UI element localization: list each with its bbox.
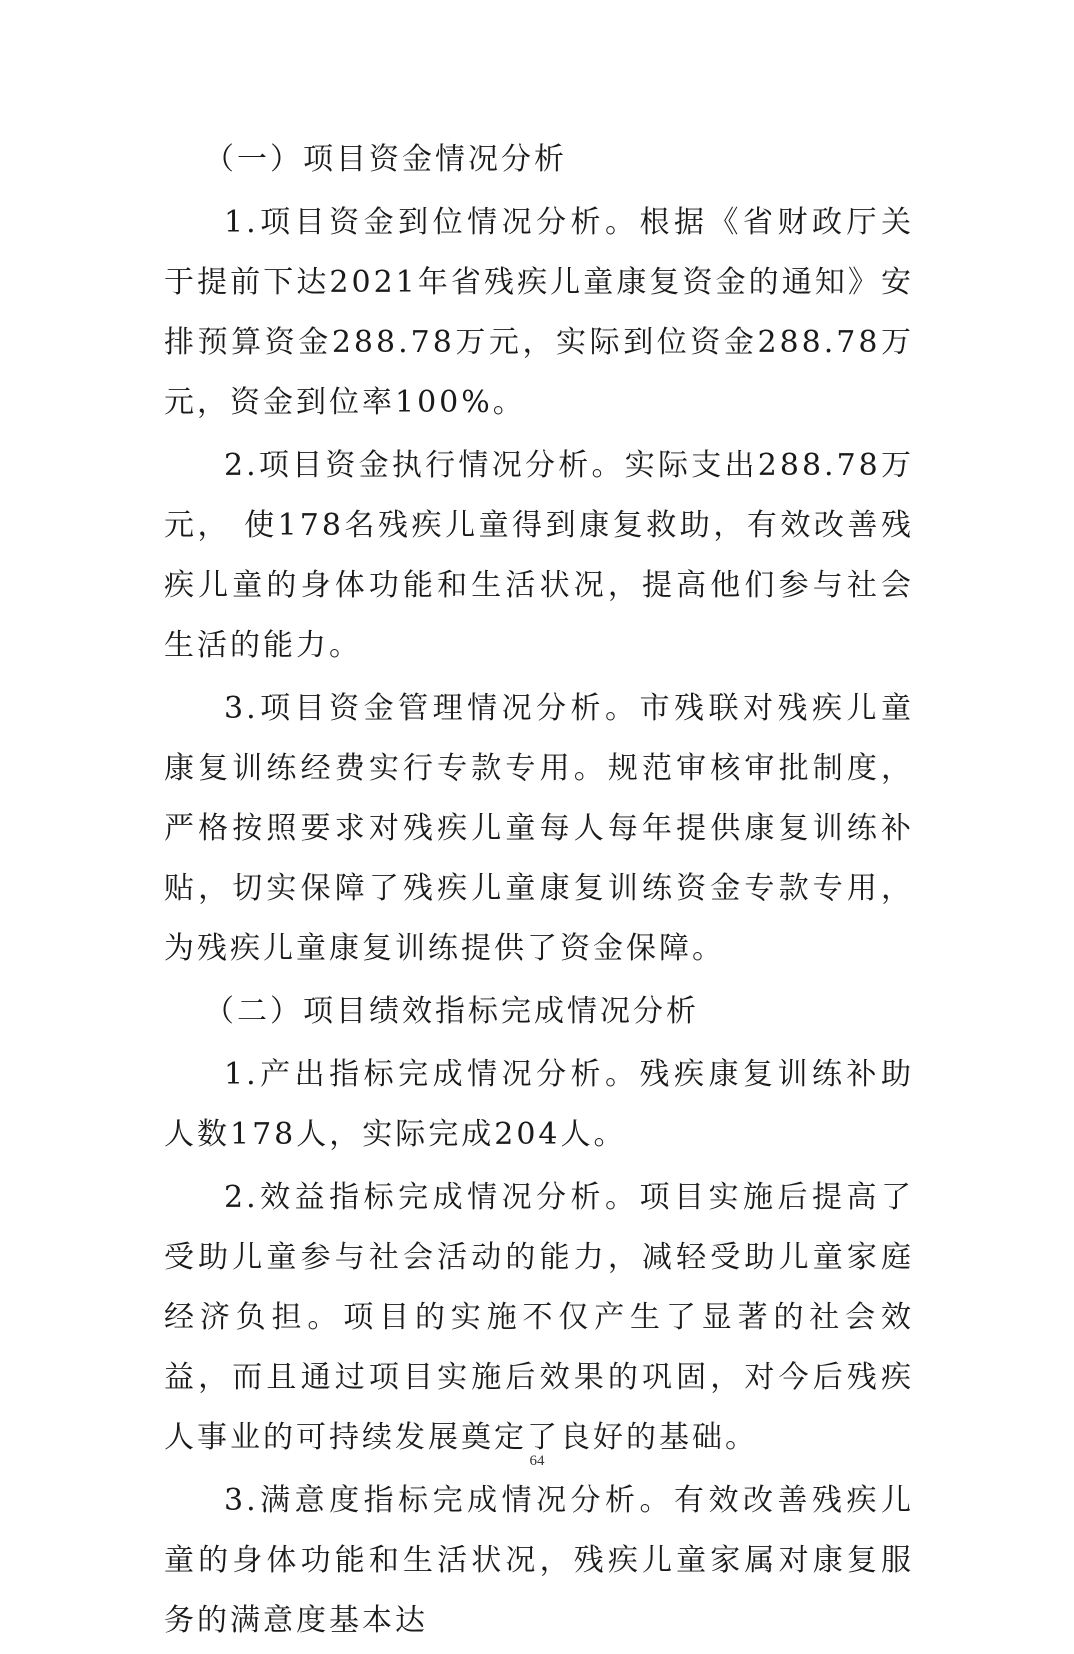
paragraph-fund-arrival: 1.项目资金到位情况分析。根据《省财政厅关于提前下达2021年省残疾儿童康复资金的通知》安排预算资金288.78万元，实际到位资金288.78万元，资金到位率100%。 — [164, 205, 914, 420]
paragraph-fund-execution: 2.项目资金执行情况分析。实际支出288.78万元， 使178名残疾儿童得到康复救助，有效改善残疾儿童的身体功能和生活状况，提高他们参与社会生活的能力。 — [164, 448, 914, 663]
paragraph-output-indicators: 1.产出指标完成情况分析。残疾康复训练补助人数178人，实际完成204人。 — [164, 1057, 914, 1152]
page-number: 64 — [529, 1453, 545, 1469]
paragraph-benefit-indicators: 2.效益指标完成情况分析。项目实施后提高了受助儿童参与社会活动的能力，减轻受助儿童家庭经济负担。项目的实施不仅产生了显著的社会效益，而且通过项目实施后效果的巩固，对今后残疾人事业的可持续发展奠定了良好的基础。 — [164, 1180, 914, 1455]
paragraph-fund-management: 3.项目资金管理情况分析。市残联对残疾儿童康复训练经费实行专款专用。规范审核审批制度，严格按照要求对残疾儿童每人每年提供康复训练补贴，切实保障了残疾儿童康复训练资金专款专用，为残疾儿童康复训练提供了资金保障。 — [164, 691, 914, 966]
section-heading-performance-indicators: （二）项目绩效指标完成情况分析 — [204, 994, 699, 1029]
document-body — [164, 130, 914, 1654]
section-heading-fund-analysis: （一）项目资金情况分析 — [204, 142, 567, 177]
paragraph-satisfaction-indicators: 3.满意度指标完成情况分析。有效改善残疾儿童的身体功能和生活状况，残疾儿童家属对康复服务的满意度基本达 — [164, 1483, 914, 1638]
